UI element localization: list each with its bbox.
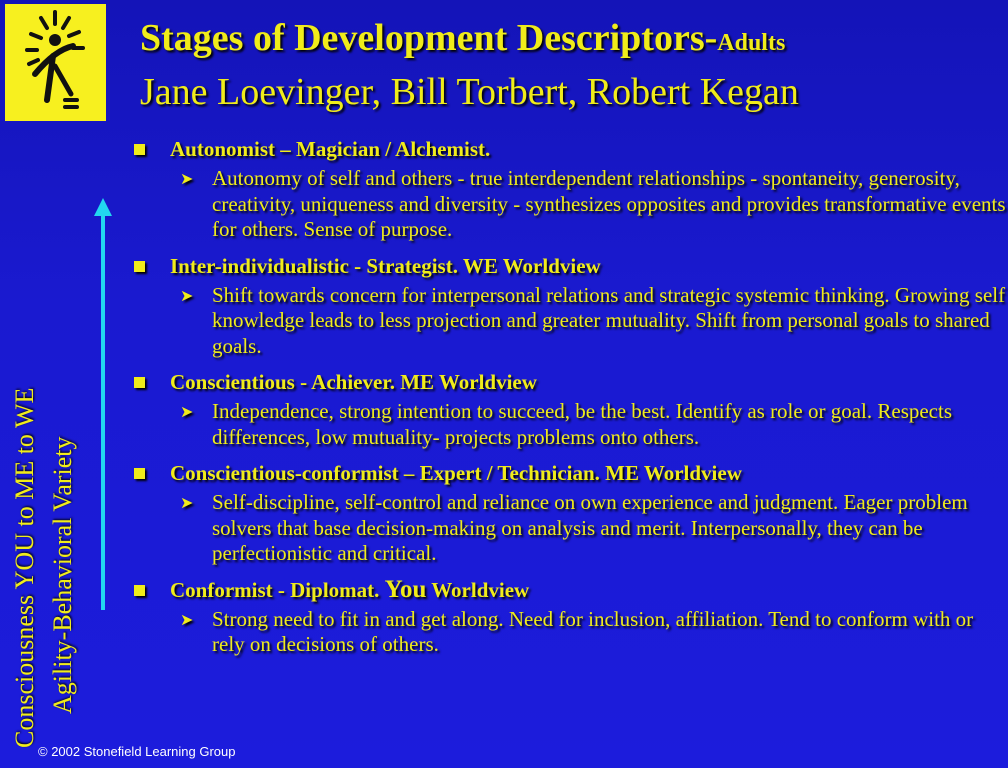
sidebar-consciousness-label: Consciousness YOU to ME to WE [10,387,39,748]
stage-heading-post: Worldview [426,577,530,602]
up-arrow-shaft [101,214,105,610]
stage-heading: Inter-individualistic - Strategist. WE Worldview [170,253,601,278]
square-bullet-icon [134,585,145,596]
stage-heading-you: You [384,575,427,603]
list-item [130,460,1006,486]
stage-heading: Autonomist – Magician / Alchemist. [170,137,491,161]
stages-list [130,136,1006,658]
stage-detail-text: Autonomy of self and others - true interdependent relationships - spontaneity, generosity, creativity, uniqueness and diversity - synthesizes opposites and provides transformative events for others. Sense of purpose. [212,166,1006,241]
stage-heading: Conscientious - Achiever. ME Worldview [170,370,537,394]
square-bullet-icon [134,468,145,479]
stage-detail-text: Shift towards concern for interpersonal relations and strategic systemic thinking. Growing self knowledge leads to less projection and greater mutuality. Shift from personal goals to shared goals. [212,282,1006,358]
square-bullet-icon [134,144,145,155]
stage-detail [130,166,1006,243]
list-item [130,253,1006,279]
stage-detail [130,399,1006,450]
list-item [130,136,1006,162]
arrow-bullet-icon: ➤ [180,287,194,305]
stage-detail [130,490,1006,567]
slide-subtitle: Jane Loevinger, Bill Torbert, Robert Kegan [140,71,799,113]
stick-figure-sun-logo-icon [5,4,106,121]
arrow-bullet-icon: ➤ [180,171,194,188]
stage-detail-text: Independence, strong intention to succeed, be the best. Identify as role or goal. Respects differences, low mutuality- projects problems onto others. [212,399,953,449]
slide-title [140,16,990,65]
title-main: Stages of Development Descriptors- [140,17,718,59]
arrow-bullet-icon: ➤ [180,611,194,629]
list-item [130,369,1006,395]
square-bullet-icon [134,377,145,388]
stage-detail [130,607,1006,658]
copyright-footer: © 2002 Stonefield Learning Group [38,744,236,759]
title-suffix: Adults [717,30,786,56]
sidebar [0,130,100,750]
square-bullet-icon [134,261,145,272]
stage-detail-text: Self-discipline, self-control and reliance on own experience and judgment. Eager problem solvers that base decision-making on analysis and merit. Interpersonally, they can be perfectionistic and critical. [212,490,968,565]
stage-detail-text: Strong need to fit in and get along. Need for inclusion, affiliation. Tend to conform with or rely on decisions of others. [212,606,974,656]
stage-heading: Conscientious-conformist – Expert / Technician. ME Worldview [170,461,742,485]
arrow-bullet-icon: ➤ [180,404,194,421]
list-item [130,577,1006,603]
stage-heading-pre: Conformist - Diplomat. [170,577,385,602]
arrow-bullet-icon: ➤ [180,495,194,512]
sidebar-agility-label: Agility-Behavioral Variety [48,436,77,714]
logo [5,4,106,121]
stage-detail [130,283,1006,360]
